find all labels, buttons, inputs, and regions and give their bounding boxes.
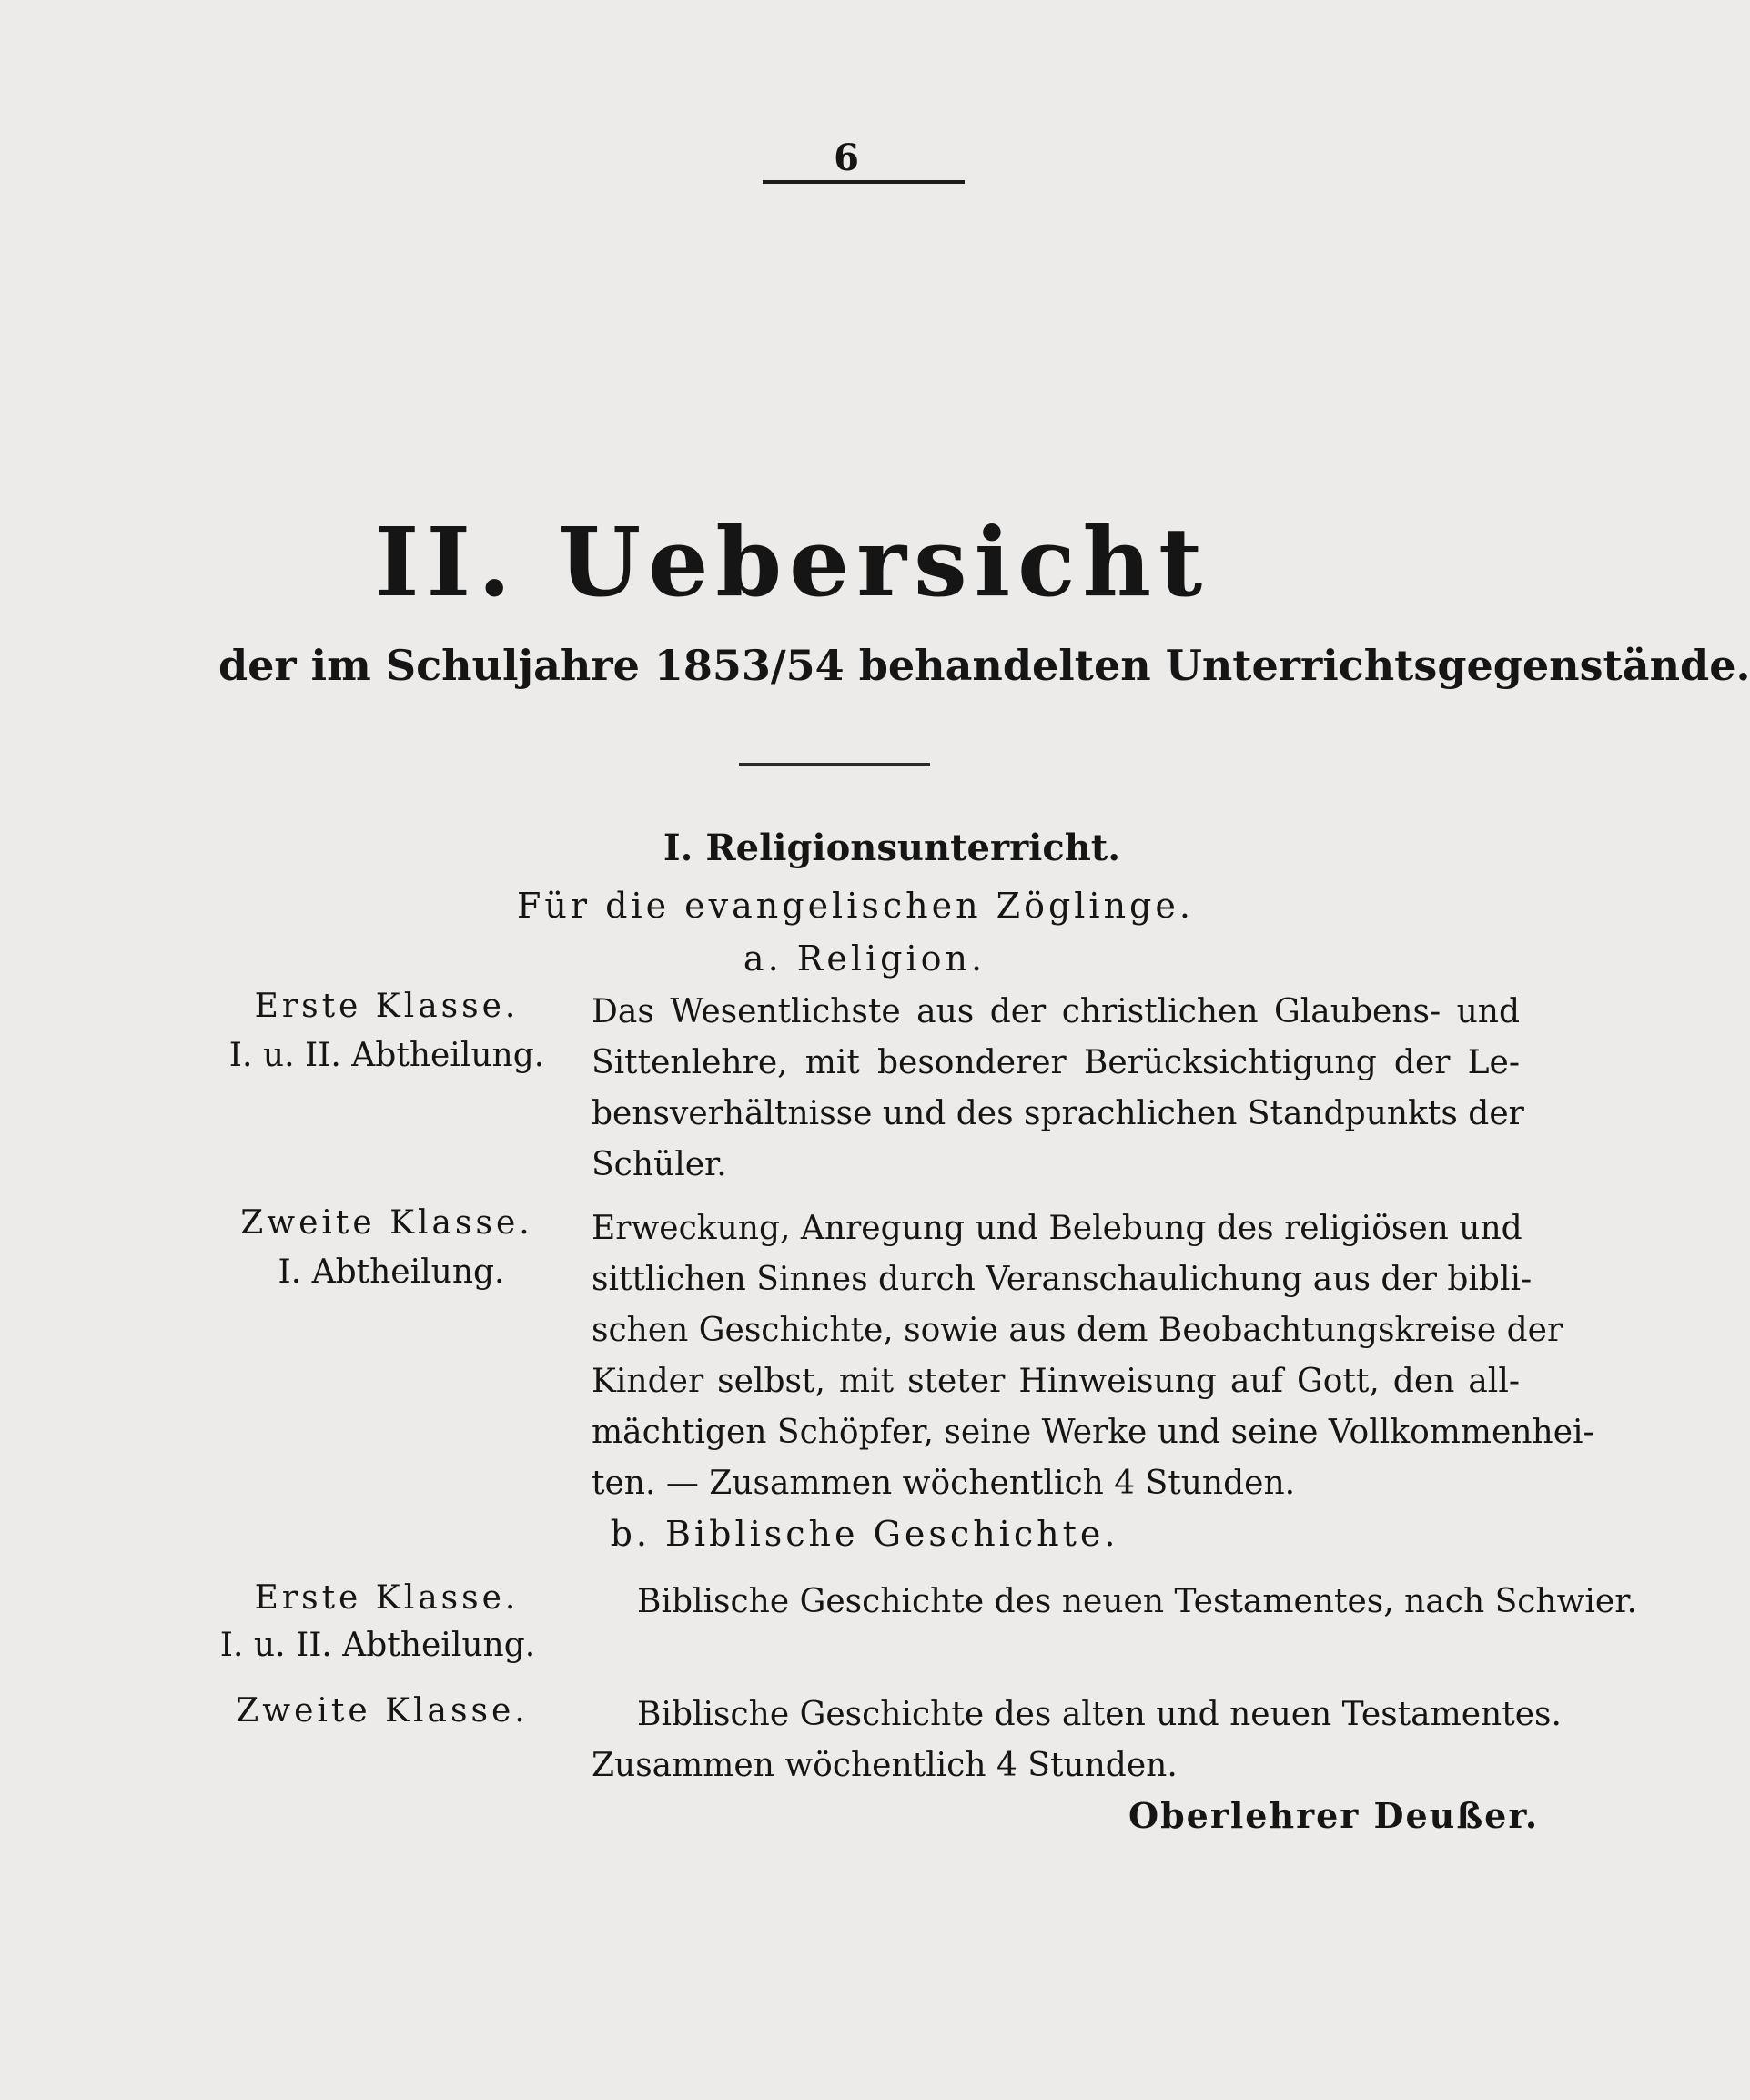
text-line: mächtigen Schöpfer, seine Werke und seine Vollkommenhei-: [592, 1414, 1594, 1451]
text-line: Sittenlehre, mit besonderer Berücksichtigung der Le-: [592, 1044, 1520, 1081]
text-line: bensverhältnisse und des sprachlichen Standpunkts der: [592, 1095, 1524, 1132]
class-label: Erste Klasse.: [254, 1579, 520, 1617]
division-label: I. u. II. Abtheilung.: [228, 1037, 545, 1074]
topic-heading-religion: a. Religion.: [743, 938, 986, 979]
class-label: Zweite Klasse.: [236, 1692, 529, 1730]
text-line: Erweckung, Anregung und Belebung des religiösen und: [592, 1210, 1522, 1247]
text-line: Kinder selbst, mit steter Hinweisung auf Gott, den all-: [592, 1363, 1520, 1400]
text-line: Schüler.: [592, 1146, 727, 1183]
page-number: 6: [834, 137, 859, 179]
entry-text: [592, 1689, 1562, 1791]
audience-heading: Für die evangelischen Zöglinge.: [517, 886, 1194, 926]
entry-text: [592, 1203, 1594, 1509]
division-label: I. Abtheilung.: [278, 1253, 505, 1291]
text-line: Zusammen wöchentlich 4 Stunden.: [592, 1747, 1178, 1784]
header-rule: [763, 180, 965, 184]
topic-heading-biblical-history: b. Biblische Geschichte.: [610, 1514, 1119, 1554]
page-title: II. Uebersicht: [374, 506, 1210, 618]
class-label: Erste Klasse.: [254, 988, 520, 1025]
entry-text: [637, 1577, 1637, 1628]
text-line: schen Geschichte, sowie aus dem Beobachtungskreise der: [592, 1312, 1563, 1349]
text-line: Das Wesentlichste aus der christlichen Glaubens- und: [592, 993, 1520, 1030]
signature: Oberlehrer Deußer.: [1128, 1795, 1540, 1836]
section-divider: [739, 763, 930, 766]
text-line: Biblische Geschichte des neuen Testamentes, nach Schwier.: [637, 1583, 1637, 1620]
page-subtitle: der im Schuljahre 1853/54 behandelten Unterrichtsgegenstände.: [218, 641, 1750, 690]
text-line: Biblische Geschichte des alten und neuen Testamentes.: [637, 1696, 1562, 1733]
division-label: I. u. II. Abtheilung.: [219, 1627, 536, 1664]
section-heading: I. Religionsunterricht.: [663, 827, 1121, 869]
entry-text: [592, 987, 1524, 1191]
class-label: Zweite Klasse.: [240, 1204, 533, 1242]
text-line: sittlichen Sinnes durch Veranschaulichung aus der bibli-: [592, 1261, 1533, 1298]
text-line: ten. — Zusammen wöchentlich 4 Stunden.: [592, 1465, 1296, 1502]
